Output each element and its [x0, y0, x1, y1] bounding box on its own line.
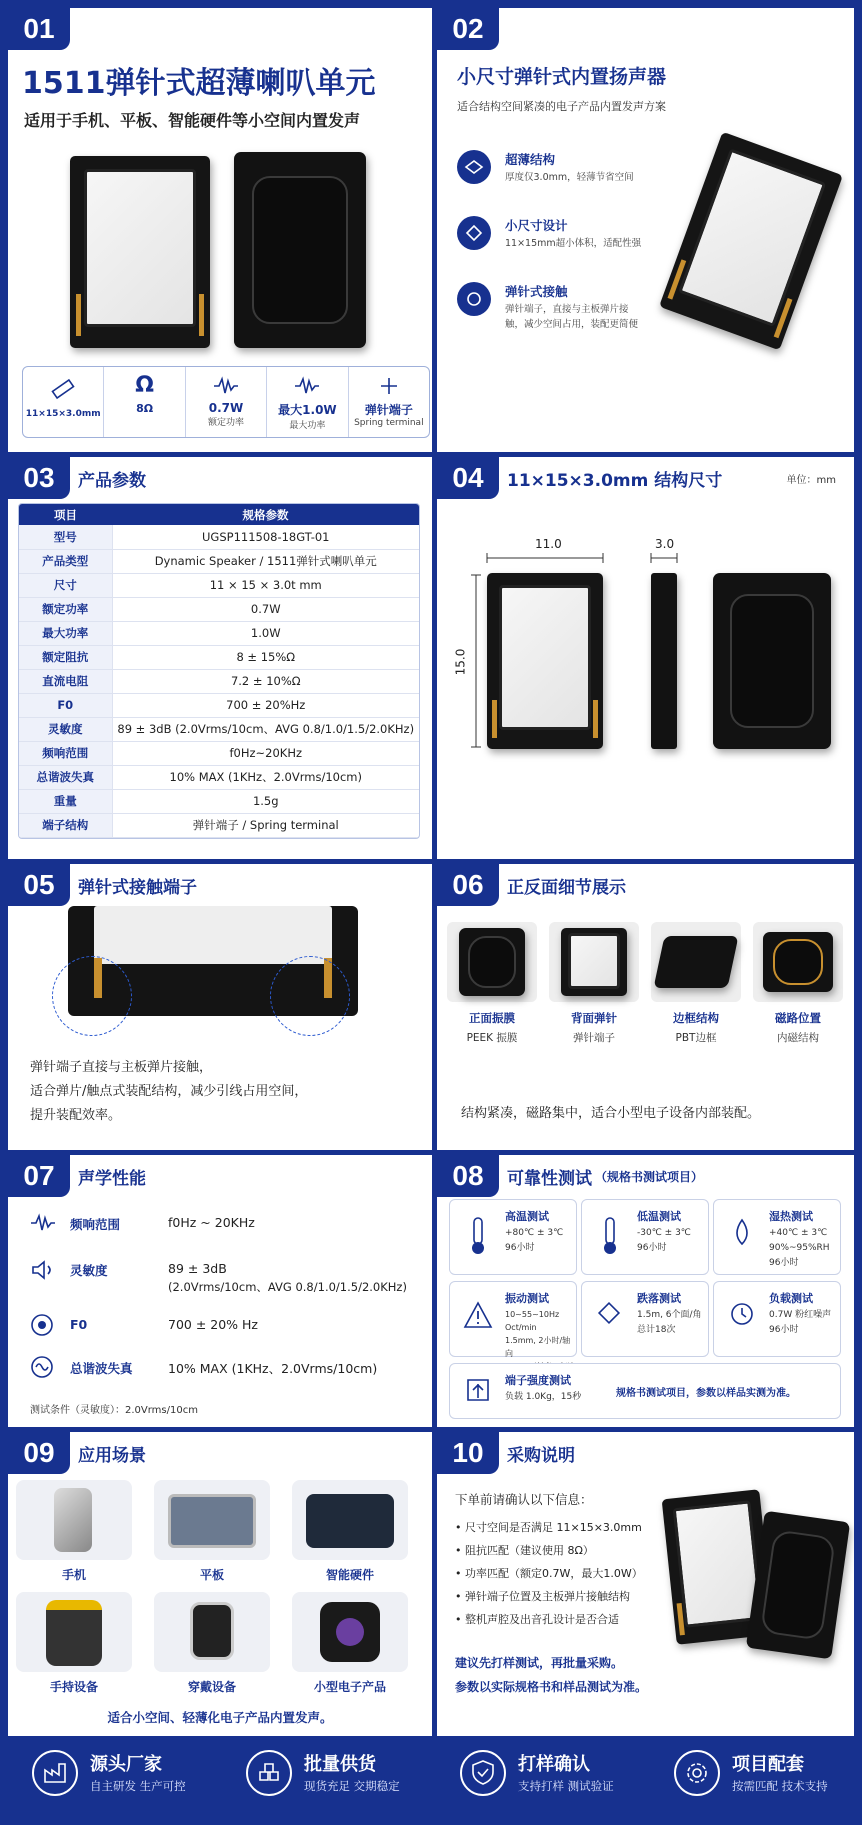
param-value: Dynamic Speaker / 1511弹针式喇叭单元: [112, 549, 419, 573]
spec-value: 最大1.0W: [278, 403, 337, 417]
scene-label: 小型电子产品: [313, 1680, 386, 1694]
table-row: [19, 645, 419, 669]
section-title: 采购说明: [507, 1446, 575, 1466]
factory-icon: [32, 1750, 78, 1796]
target-icon: [30, 1313, 56, 1337]
section-title: 应用场景: [78, 1446, 146, 1466]
acoustic-key: F0: [70, 1317, 88, 1332]
detail-summary: 结构紧凑，磁路集中，适合小型电子设备内部装配。: [461, 1106, 761, 1121]
test-card: 湿热测试 +40℃ ± 3℃ 90%~95%RH 96小时: [713, 1199, 841, 1275]
section-number: 06: [437, 864, 499, 906]
table-row: [19, 525, 419, 549]
param-key: 产品类型: [19, 549, 112, 573]
acoustic-value: 700 ± 20% Hz: [168, 1317, 258, 1332]
reliability-note: 规格书测试项目，参数以样品实测为准。: [616, 1388, 796, 1399]
load-icon: [728, 1300, 756, 1330]
unit-label: 单位：mm: [786, 475, 836, 486]
purchase-note-1: 建议先打样测试，再批量采购。: [455, 1656, 624, 1670]
table-row: [19, 741, 419, 765]
dim-height: 15.0: [453, 648, 468, 676]
param-value: 7.2 ± 10%Ω: [112, 669, 419, 693]
spec-cell: [23, 367, 104, 437]
acoustic-value-detail: (2.0Vrms/10cm、AVG 0.8/1.0/1.5/2.0KHz): [168, 1280, 407, 1294]
detail-label: 边框结构: [673, 1011, 719, 1025]
detail-photo: [651, 922, 741, 1002]
param-value: 10% MAX (1KHz、2.0Vrms/10cm): [112, 765, 419, 789]
spec-cell: [267, 367, 348, 437]
section-title: 正反面细节展示: [507, 878, 626, 898]
panel-10: [437, 1432, 854, 1736]
table-row: [19, 597, 419, 621]
section-number: 05: [8, 864, 70, 906]
table-row: [19, 765, 419, 789]
phone-icon: [16, 1480, 132, 1560]
param-value: 弹针端子 / Spring terminal: [112, 813, 419, 837]
tablet-icon: [154, 1480, 270, 1560]
param-value: UGSP111508-18GT-01: [112, 525, 419, 549]
terminal-highlight-left: [52, 956, 132, 1036]
param-key: 总谐波失真: [19, 765, 112, 789]
spec-summary-box: [22, 366, 430, 438]
feature-item: [457, 150, 687, 200]
param-key: 额定功率: [19, 597, 112, 621]
shield-check-icon: [460, 1750, 506, 1796]
param-key: 额定阻抗: [19, 645, 112, 669]
dim-height-line: [471, 573, 481, 749]
spec-cell: [186, 367, 267, 437]
page-title: 1511弹针式超薄喇叭单元: [22, 66, 376, 101]
distortion-icon: [30, 1355, 56, 1379]
service-item: 批量供货 现货充足 交期稳定: [246, 1742, 446, 1808]
section-number: 02: [437, 8, 499, 50]
detail-desc: 内磁结构: [777, 1032, 819, 1044]
section-title: 产品参数: [78, 471, 146, 491]
list-item: • 整机声腔及出音孔设计是否合适: [455, 1613, 619, 1626]
test-card-strength: 端子强度测试 负载 1.0Kg，15秒 规格书测试项目，参数以样品实测为准。: [449, 1363, 841, 1419]
spec-cell: [104, 367, 185, 437]
drop-icon: [596, 1300, 624, 1330]
purchase-bullets: [455, 1516, 655, 1631]
plus-terminal-icon: [377, 375, 401, 397]
feature-item: [457, 216, 687, 266]
table-row: [19, 669, 419, 693]
dim-thickness-line: [649, 553, 679, 563]
param-key: 最大功率: [19, 621, 112, 645]
panel-04: [437, 457, 854, 859]
dim-back-view: [713, 573, 831, 749]
param-key: 直流电阻: [19, 669, 112, 693]
scene-summary: 适合小空间、轻薄化电子产品内置发声。: [107, 1710, 333, 1725]
acoustic-value: 10% MAX (1KHz、2.0Vrms/10cm): [168, 1361, 378, 1376]
watch-icon: [154, 1592, 270, 1672]
section-title: 声学性能: [78, 1169, 146, 1189]
section-number: 07: [8, 1155, 70, 1197]
service-item: 项目配套 按需匹配 技术支持: [674, 1742, 854, 1808]
spec-label: 额定功率: [208, 418, 245, 428]
list-item: • 功率匹配（额定0.7W，最大1.0W）: [455, 1567, 643, 1580]
param-value: 700 ± 20%Hz: [112, 693, 419, 717]
section-number: 03: [8, 457, 70, 499]
boxes-icon: [246, 1750, 292, 1796]
panel-08: [437, 1155, 854, 1427]
waveform-icon: [294, 375, 320, 397]
test-card: 负载测试 0.7W 粉红噪声 96小时: [713, 1281, 841, 1357]
section-subtitle: 适合结构空间紧凑的电子产品内置发声方案: [457, 100, 666, 113]
param-key: 重量: [19, 789, 112, 813]
gear-icon: [674, 1750, 720, 1796]
camera-icon: [292, 1592, 408, 1672]
feature-title: 弹针式接触: [505, 284, 568, 299]
ruler-icon: [51, 377, 75, 401]
test-card: 高温测试 +80℃ ± 3℃ 96小时: [449, 1199, 577, 1275]
param-table-wrap: [18, 503, 420, 839]
acoustic-value: f0Hz ~ 20KHz: [168, 1215, 255, 1230]
panel-07: [8, 1155, 432, 1427]
table-row: [19, 813, 419, 837]
spec-value: 0.7W: [208, 401, 244, 415]
acoustic-key: 灵敏度: [70, 1263, 108, 1278]
waveform-icon: [30, 1212, 56, 1234]
speaker-front-image: [70, 156, 210, 348]
dim-thickness: 3.0: [655, 537, 675, 551]
dim-front-view: [487, 573, 603, 749]
acoustic-value: 89 ± 3dB: [168, 1261, 227, 1276]
spec-value: 8Ω: [136, 402, 154, 415]
terminal-desc: 弹针端子直接与主板弹片接触， 适合弹片/触点式装配结构，减少引线占用空间， 提升装配效率。: [30, 1060, 308, 1123]
panel-09: [8, 1432, 432, 1736]
section-title: 弹针式接触端子: [78, 878, 197, 898]
param-table: [19, 504, 419, 838]
table-row: [19, 549, 419, 573]
test-card: 跌落测试 1.5m, 6个面/角 总计18次: [581, 1281, 709, 1357]
section-title-sub: （规格书测试项目）: [595, 1170, 704, 1184]
table-row: [19, 573, 419, 597]
section-number: 04: [437, 457, 499, 499]
panel-03: [8, 457, 432, 859]
acoustic-key: 频响范围: [70, 1217, 121, 1232]
param-key: 灵敏度: [19, 717, 112, 741]
spec-cell: [349, 367, 429, 437]
table-row: [19, 789, 419, 813]
test-card: 低温测试 -30℃ ± 3℃ 96小时: [581, 1199, 709, 1275]
thermometer-hot-icon: [464, 1216, 492, 1256]
spec-value: 弹针端子: [364, 403, 413, 417]
panel-02: [437, 8, 854, 452]
detail-desc: PEEK 振膜: [466, 1032, 518, 1044]
table-row: [19, 717, 419, 741]
param-key: 端子结构: [19, 813, 112, 837]
contact-icon: [457, 282, 491, 316]
table-row: [19, 621, 419, 645]
scene-label: 智能硬件: [325, 1568, 374, 1582]
page-subtitle: 适用于手机、平板、智能硬件等小空间内置发声: [24, 111, 361, 130]
list-item: • 弹针端子位置及主板弹片接触结构: [455, 1590, 630, 1603]
param-key: 频响范围: [19, 741, 112, 765]
list-item: • 尺寸空间是否满足 11×15×3.0mm: [455, 1521, 642, 1534]
section-title: 小尺寸弹针式内置扬声器: [457, 66, 667, 88]
service-item: 源头厂家 自主研发 生产可控: [32, 1742, 232, 1808]
feature-desc: 11×15mm超小体积，适配性强: [505, 238, 642, 249]
panel-01: [8, 8, 432, 452]
scene-label: 手持设备: [49, 1680, 98, 1694]
panel-06: [437, 864, 854, 1150]
section-number: 10: [437, 1432, 499, 1474]
param-value: 11 × 15 × 3.0t mm: [112, 573, 419, 597]
purchase-note-2: 参数以实际规格书和样品测试为准。: [455, 1680, 648, 1694]
table-header: 项目 规格参数: [19, 504, 419, 525]
section-title: 11×15×3.0mm 结构尺寸: [507, 471, 723, 491]
acoustic-key: 总谐波失真: [70, 1361, 133, 1376]
panel-05: [8, 864, 432, 1150]
param-value: 89 ± 3dB (2.0Vrms/10cm、AVG 0.8/1.0/1.5/2.0KHz): [112, 717, 419, 741]
test-card: 振动测试 10~55~10Hz Oct/min 1.5mm, 2小时/轴向: [449, 1281, 577, 1357]
spec-label: 最大功率: [289, 421, 326, 431]
warning-icon: [462, 1300, 494, 1330]
param-value: 1.0W: [112, 621, 419, 645]
test-condition-note: 测试条件（灵敏度）：2.0Vrms/10cm: [30, 1405, 198, 1416]
spec-label: Spring terminal: [354, 418, 424, 428]
speaker-back-image: [746, 1511, 850, 1660]
strength-icon: [464, 1376, 492, 1408]
detail-desc: PBT边框: [675, 1032, 717, 1044]
terminal-highlight-right: [270, 956, 350, 1036]
dim-width: 11.0: [535, 537, 562, 551]
param-value: 0.7W: [112, 597, 419, 621]
feature-desc: 厚度仅3.0mm，轻薄节省空间: [505, 172, 634, 183]
speaker-icon: [30, 1259, 56, 1281]
detail-desc: 弹针端子: [573, 1032, 615, 1044]
section-number: 09: [8, 1432, 70, 1474]
ohm-icon: Ω: [135, 373, 154, 398]
thermometer-cold-icon: [596, 1216, 624, 1256]
detail-label: 磁路位置: [775, 1011, 821, 1025]
feature-desc: 弹针端子，直接与主板弹片接触，减少空间占用，装配更简便: [505, 304, 639, 330]
param-key: 尺寸: [19, 573, 112, 597]
scene-label: 平板: [199, 1568, 224, 1582]
detail-photo: [447, 922, 537, 1002]
speaker-back-image: [234, 152, 366, 348]
smart-device-icon: [292, 1480, 408, 1560]
list-item: • 阻抗匹配（建议使用 8Ω）: [455, 1544, 594, 1557]
waveform-icon: [213, 375, 239, 397]
detail-label: 正面振膜: [469, 1011, 515, 1025]
section-title: 可靠性测试: [507, 1169, 592, 1189]
param-key: F0: [19, 693, 112, 717]
feature-title: 超薄结构: [505, 152, 556, 167]
spec-value: 11×15×3.0mm: [25, 409, 101, 419]
layers-icon: [457, 150, 491, 184]
scene-label: 穿戴设备: [187, 1680, 236, 1694]
detail-photo: [753, 922, 843, 1002]
detail-photo: [549, 922, 639, 1002]
scene-label: 手机: [61, 1568, 86, 1582]
detail-label: 背面弹针: [571, 1011, 617, 1025]
param-key: 型号: [19, 525, 112, 549]
dim-width-line: [485, 553, 605, 563]
section-number: 01: [8, 8, 70, 50]
param-value: f0Hz~20KHz: [112, 741, 419, 765]
compress-icon: [457, 216, 491, 250]
param-value: 1.5g: [112, 789, 419, 813]
table-row: [19, 693, 419, 717]
feature-item: [457, 282, 637, 346]
dim-side-view: [651, 573, 677, 749]
purchase-intro: 下单前请确认以下信息：: [455, 1492, 593, 1507]
service-item: 打样确认 支持打样 测试验证: [460, 1742, 660, 1808]
handheld-icon: [16, 1592, 132, 1672]
section-number: 08: [437, 1155, 499, 1197]
param-value: 8 ± 15%Ω: [112, 645, 419, 669]
humidity-icon: [728, 1216, 756, 1256]
feature-title: 小尺寸设计: [505, 218, 568, 233]
